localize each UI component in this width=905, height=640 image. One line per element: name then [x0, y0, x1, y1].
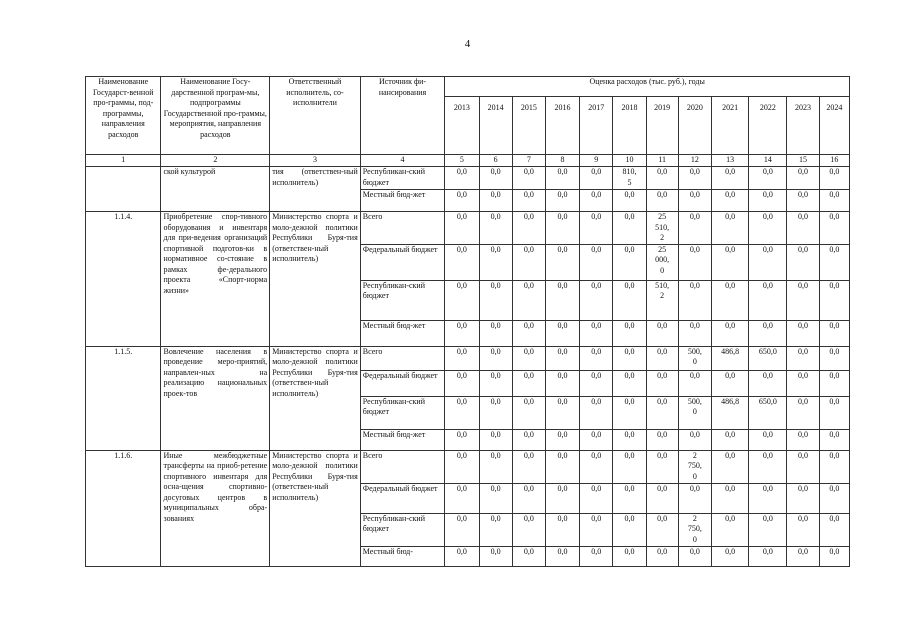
event-name: ской культурой	[161, 167, 270, 212]
value-cell: 0,0	[711, 320, 748, 346]
value-cell: 0,0	[819, 450, 849, 483]
value-cell: 0,0	[613, 450, 646, 483]
value-cell: 0,0	[545, 346, 579, 370]
value-cell: 0,0	[512, 429, 545, 450]
value-cell: 0,0	[445, 396, 479, 429]
funding-source: Республикан-ский бюджет	[360, 513, 445, 546]
header-year: 2019	[646, 97, 678, 155]
value-cell: 0,0	[613, 546, 646, 566]
value-cell: 0,0	[545, 167, 579, 190]
funding-source: Местный бюд-жет	[360, 429, 445, 450]
value-cell: 0,0	[711, 190, 748, 212]
value-cell: 0,0	[787, 346, 819, 370]
value-cell: 0,0	[819, 167, 849, 190]
value-cell: 0,0	[711, 513, 748, 546]
value-cell: 0,0	[445, 244, 479, 280]
value-cell: 0,0	[749, 244, 787, 280]
page-number: 4	[464, 38, 471, 50]
value-cell: 0,0	[613, 212, 646, 245]
value-cell: 0,0	[512, 450, 545, 483]
value-cell: 0,0	[787, 513, 819, 546]
value-cell: 0,0	[678, 546, 711, 566]
header-year: 2017	[580, 97, 613, 155]
value-cell: 0,0	[580, 244, 613, 280]
value-cell: 0,0	[711, 546, 748, 566]
value-cell: 0,0	[479, 370, 512, 396]
value-cell: 0,0	[819, 320, 849, 346]
value-cell: 0,0	[749, 212, 787, 245]
column-number: 11	[646, 155, 678, 167]
value-cell: 0,0	[512, 370, 545, 396]
value-cell: 0,0	[711, 280, 748, 320]
header-event-name: Наименование Госу-дарственной програм-мы, подпрограммы Государственной про-граммы, мероприятия, направления расходов	[161, 77, 270, 155]
value-cell: 0,0	[512, 167, 545, 190]
value-cell: 0,0	[819, 513, 849, 546]
value-cell: 0,0	[646, 346, 678, 370]
header-year: 2016	[545, 97, 579, 155]
event-name: Иные межбюджетные трансферты на приоб-ретение спортивного инвентаря для осна-щения спортивно-досуговых центров в муниципальных обра-зованиях	[161, 450, 270, 566]
value-cell: 0,0	[711, 244, 748, 280]
value-cell: 0,0	[646, 167, 678, 190]
column-number: 4	[360, 155, 445, 167]
value-cell: 0,0	[819, 244, 849, 280]
value-cell: 0,0	[479, 483, 512, 513]
value-cell: 486,8	[711, 346, 748, 370]
funding-source: Всего	[360, 212, 445, 245]
value-cell: 0,0	[787, 190, 819, 212]
funding-source: Республикан-ский бюджет	[360, 396, 445, 429]
column-number: 9	[580, 155, 613, 167]
value-cell: 0,0	[445, 450, 479, 483]
value-cell: 0,0	[445, 280, 479, 320]
value-cell: 500, 0	[678, 346, 711, 370]
value-cell: 0,0	[445, 320, 479, 346]
table-body	[86, 167, 850, 567]
value-cell: 0,0	[646, 483, 678, 513]
value-cell: 0,0	[613, 190, 646, 212]
value-cell: 0,0	[646, 429, 678, 450]
column-number: 3	[270, 155, 361, 167]
column-number: 13	[711, 155, 748, 167]
value-cell: 0,0	[479, 513, 512, 546]
value-cell: 500, 0	[678, 396, 711, 429]
value-cell: 0,0	[749, 513, 787, 546]
value-cell: 0,0	[479, 244, 512, 280]
value-cell: 0,0	[613, 370, 646, 396]
funding-source: Местный бюд-жет	[360, 190, 445, 212]
value-cell: 0,0	[787, 370, 819, 396]
value-cell: 0,0	[646, 546, 678, 566]
value-cell: 810, 5	[613, 167, 646, 190]
value-cell: 0,0	[445, 546, 479, 566]
value-cell: 0,0	[580, 280, 613, 320]
value-cell: 0,0	[787, 429, 819, 450]
header-year: 2014	[479, 97, 512, 155]
header-program-name: Наименование Государст-венной про-граммы, под-программы, направления расходов	[86, 77, 161, 155]
value-cell: 0,0	[613, 513, 646, 546]
value-cell: 0,0	[512, 546, 545, 566]
value-cell: 0,0	[545, 396, 579, 429]
event-name: Вовлечение населения в проведение меро-приятий, направлен-ных на реализацию национальных проек-тов	[161, 346, 270, 450]
value-cell: 0,0	[445, 190, 479, 212]
column-number: 6	[479, 155, 512, 167]
value-cell: 0,0	[819, 370, 849, 396]
value-cell: 0,0	[512, 396, 545, 429]
funding-source: Республикан-ский бюджет	[360, 167, 445, 190]
funding-source: Федеральный бюджет	[360, 370, 445, 396]
value-cell: 0,0	[819, 483, 849, 513]
value-cell: 0,0	[545, 320, 579, 346]
value-cell: 0,0	[479, 320, 512, 346]
value-cell: 0,0	[678, 280, 711, 320]
header-year: 2020	[678, 97, 711, 155]
value-cell: 0,0	[787, 546, 819, 566]
value-cell: 0,0	[479, 346, 512, 370]
value-cell: 0,0	[749, 429, 787, 450]
funding-source: Федеральный бюджет	[360, 244, 445, 280]
value-cell: 0,0	[479, 546, 512, 566]
value-cell: 0,0	[819, 396, 849, 429]
value-cell: 2 750, 0	[678, 450, 711, 483]
value-cell: 0,0	[445, 212, 479, 245]
column-number: 12	[678, 155, 711, 167]
value-cell: 0,0	[545, 244, 579, 280]
value-cell: 0,0	[580, 370, 613, 396]
event-code: 1.1.6.	[86, 450, 161, 566]
column-number: 8	[545, 155, 579, 167]
table-row	[86, 212, 850, 245]
value-cell: 0,0	[787, 483, 819, 513]
value-cell: 0,0	[819, 190, 849, 212]
value-cell: 0,0	[787, 212, 819, 245]
value-cell: 0,0	[479, 212, 512, 245]
header-year: 2021	[711, 97, 748, 155]
code-cell	[86, 167, 161, 212]
value-cell: 0,0	[819, 212, 849, 245]
value-cell: 0,0	[819, 346, 849, 370]
value-cell: 0,0	[512, 190, 545, 212]
value-cell: 0,0	[479, 450, 512, 483]
column-number: 5	[445, 155, 479, 167]
value-cell: 0,0	[711, 212, 748, 245]
value-cell: 0,0	[678, 483, 711, 513]
value-cell: 0,0	[678, 167, 711, 190]
value-cell: 0,0	[646, 320, 678, 346]
column-number: 14	[749, 155, 787, 167]
header-year: 2015	[512, 97, 545, 155]
value-cell: 0,0	[787, 167, 819, 190]
table-header	[86, 77, 850, 167]
funding-source: Всего	[360, 450, 445, 483]
value-cell: 0,0	[678, 244, 711, 280]
column-number: 15	[787, 155, 819, 167]
value-cell: 25 510, 2	[646, 212, 678, 245]
value-cell: 0,0	[749, 190, 787, 212]
value-cell: 486,8	[711, 396, 748, 429]
value-cell: 0,0	[512, 280, 545, 320]
value-cell: 0,0	[580, 346, 613, 370]
value-cell: 2 750, 0	[678, 513, 711, 546]
header-executor: Ответственный исполнитель, со-исполнители	[270, 77, 361, 155]
value-cell: 0,0	[749, 280, 787, 320]
value-cell: 0,0	[445, 370, 479, 396]
value-cell: 0,0	[678, 370, 711, 396]
funding-source: Федеральный бюджет	[360, 483, 445, 513]
column-number: 16	[819, 155, 849, 167]
value-cell: 0,0	[580, 212, 613, 245]
value-cell: 0,0	[445, 483, 479, 513]
value-cell: 0,0	[545, 483, 579, 513]
value-cell: 0,0	[819, 280, 849, 320]
value-cell: 0,0	[711, 429, 748, 450]
value-cell: 0,0	[678, 212, 711, 245]
value-cell: 0,0	[479, 396, 512, 429]
table-row	[86, 450, 850, 483]
value-cell: 0,0	[819, 546, 849, 566]
value-cell: 0,0	[479, 167, 512, 190]
value-cell: 0,0	[711, 167, 748, 190]
value-cell: 0,0	[646, 396, 678, 429]
header-cost-estimate: Оценка расходов (тыс. руб.), годы	[445, 77, 850, 97]
value-cell: 0,0	[479, 190, 512, 212]
value-cell: 0,0	[479, 429, 512, 450]
value-cell: 0,0	[787, 280, 819, 320]
event-code: 1.1.4.	[86, 212, 161, 347]
value-cell: 0,0	[445, 167, 479, 190]
value-cell: 0,0	[545, 513, 579, 546]
header-year: 2013	[445, 97, 479, 155]
value-cell: 0,0	[545, 370, 579, 396]
value-cell: 0,0	[512, 483, 545, 513]
value-cell: 0,0	[545, 546, 579, 566]
value-cell: 0,0	[646, 370, 678, 396]
value-cell: 0,0	[512, 513, 545, 546]
value-cell: 0,0	[787, 396, 819, 429]
value-cell: 0,0	[545, 212, 579, 245]
value-cell: 0,0	[819, 429, 849, 450]
value-cell: 0,0	[545, 190, 579, 212]
event-code: 1.1.5.	[86, 346, 161, 450]
value-cell: 0,0	[445, 513, 479, 546]
value-cell: 0,0	[613, 396, 646, 429]
event-name: Приобретение спор-тивного оборудования и инвентаря для при-ведения организаций спортивной подготов-ки в нормативное со-стояние в рамках фе-дерального проекта «Спорт-норма жизни»	[161, 212, 270, 347]
value-cell: 0,0	[545, 429, 579, 450]
value-cell: 0,0	[678, 190, 711, 212]
value-cell: 0,0	[580, 546, 613, 566]
value-cell: 0,0	[613, 280, 646, 320]
budget-table	[85, 76, 850, 567]
value-cell: 0,0	[787, 244, 819, 280]
value-cell: 0,0	[749, 546, 787, 566]
value-cell: 0,0	[580, 320, 613, 346]
value-cell: 0,0	[613, 483, 646, 513]
value-cell: 0,0	[580, 483, 613, 513]
header-funding-source: Источник фи-нансирования	[360, 77, 445, 155]
executor: Министерство спорта и моло-дежной политики Республики Буря-тия (ответствен-ный исполнитель)	[270, 450, 361, 566]
value-cell: 0,0	[787, 320, 819, 346]
value-cell: 0,0	[580, 167, 613, 190]
value-cell: 0,0	[711, 370, 748, 396]
header-year: 2018	[613, 97, 646, 155]
funding-source: Местный бюд-	[360, 546, 445, 566]
value-cell: 0,0	[711, 450, 748, 483]
value-cell: 0,0	[545, 450, 579, 483]
value-cell: 0,0	[580, 429, 613, 450]
column-number: 2	[161, 155, 270, 167]
value-cell: 0,0	[479, 280, 512, 320]
value-cell: 0,0	[580, 190, 613, 212]
header-year: 2022	[749, 97, 787, 155]
column-number: 10	[613, 155, 646, 167]
value-cell: 0,0	[512, 244, 545, 280]
funding-source: Всего	[360, 346, 445, 370]
value-cell: 0,0	[613, 429, 646, 450]
value-cell: 0,0	[613, 346, 646, 370]
table-row	[86, 346, 850, 370]
value-cell: 0,0	[445, 429, 479, 450]
value-cell: 0,0	[749, 483, 787, 513]
value-cell: 0,0	[580, 396, 613, 429]
value-cell: 0,0	[580, 513, 613, 546]
funding-source: Местный бюд-жет	[360, 320, 445, 346]
value-cell: 0,0	[512, 346, 545, 370]
executor: Министерство спорта и моло-дежной политики Республики Буря-тия (ответствен-ный исполнитель)	[270, 212, 361, 347]
table-row	[86, 167, 850, 190]
value-cell: 0,0	[678, 429, 711, 450]
value-cell: 650,0	[749, 396, 787, 429]
funding-source: Республикан-ский бюджет	[360, 280, 445, 320]
header-year: 2023	[787, 97, 819, 155]
value-cell: 510, 2	[646, 280, 678, 320]
value-cell: 0,0	[711, 483, 748, 513]
column-number: 7	[512, 155, 545, 167]
value-cell: 0,0	[749, 320, 787, 346]
value-cell: 25 000, 0	[646, 244, 678, 280]
value-cell: 0,0	[749, 370, 787, 396]
value-cell: 0,0	[749, 450, 787, 483]
column-number: 1	[86, 155, 161, 167]
value-cell: 0,0	[749, 167, 787, 190]
value-cell: 0,0	[613, 244, 646, 280]
executor: тия (ответствен-ный исполнитель)	[270, 167, 361, 212]
value-cell: 0,0	[445, 346, 479, 370]
value-cell: 0,0	[646, 513, 678, 546]
value-cell: 0,0	[512, 320, 545, 346]
executor: Министерство спорта и моло-дежной политики Республики Буря-тия (ответствен-ный исполнитель)	[270, 346, 361, 450]
value-cell: 0,0	[613, 320, 646, 346]
value-cell: 0,0	[646, 190, 678, 212]
value-cell: 0,0	[678, 320, 711, 346]
value-cell: 0,0	[646, 450, 678, 483]
value-cell: 0,0	[545, 280, 579, 320]
value-cell: 0,0	[580, 450, 613, 483]
value-cell: 0,0	[512, 212, 545, 245]
header-year: 2024	[819, 97, 849, 155]
value-cell: 0,0	[787, 450, 819, 483]
value-cell: 650,0	[749, 346, 787, 370]
